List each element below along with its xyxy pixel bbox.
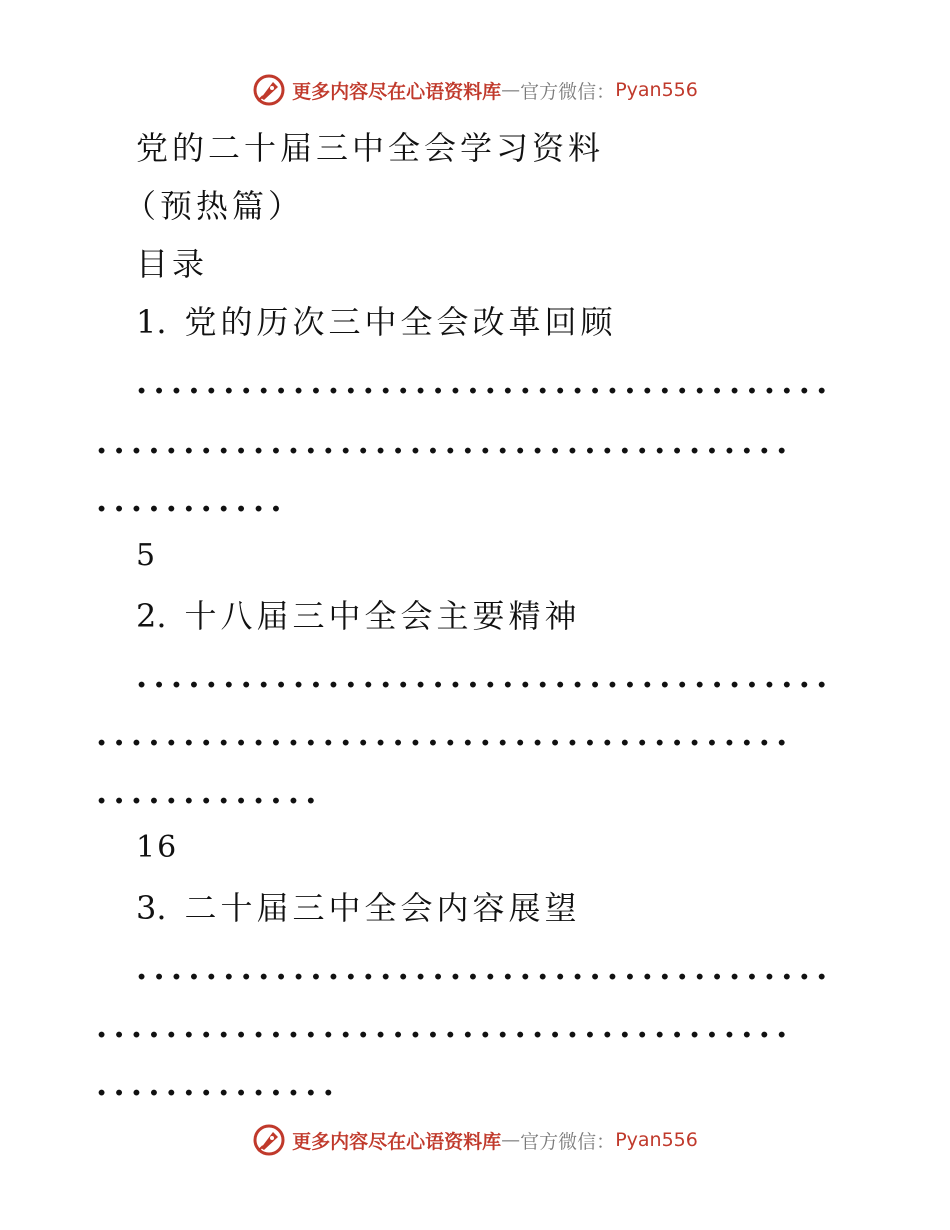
- document-subtitle: （预热篇）: [124, 187, 305, 225]
- toc-entry-number: 1.: [136, 303, 167, 341]
- toc-leader-dots: ........................................: [96, 1007, 794, 1045]
- toc-leader-dots: ..............: [96, 1065, 341, 1103]
- toc-entry-title: 十八届三中全会主要精神: [184, 597, 581, 635]
- toc-entry-title: 党的历次三中全会改革回顾: [184, 303, 617, 341]
- watermark-wechat-label: 官方微信：: [520, 80, 616, 103]
- watermark-separator: —: [501, 1129, 521, 1151]
- watermark-wechat-id: Pyan556: [615, 1129, 698, 1151]
- watermark-main-text: 更多内容尽在心语资料库: [292, 1130, 502, 1153]
- toc-entry-2-title-line: [136, 596, 581, 636]
- toc-leader-dots: ........................................: [96, 423, 794, 461]
- toc-entry-title: 二十届三中全会内容展望: [184, 889, 581, 927]
- pen-nib-logo-icon: [252, 1123, 286, 1157]
- toc-heading: 目录: [136, 245, 209, 283]
- pen-nib-logo-icon: [252, 73, 286, 107]
- header-watermark: [0, 70, 950, 110]
- toc-entry-number: 2.: [136, 597, 167, 635]
- toc-leader-dots: ........................................: [136, 657, 834, 695]
- document-title: 党的二十届三中全会学习资料: [136, 129, 605, 167]
- toc-entry-page-number: 16: [136, 830, 179, 865]
- watermark-main-text: 更多内容尽在心语资料库: [292, 80, 502, 103]
- toc-leader-dots: ...........: [96, 481, 288, 519]
- toc-entry-1-title-line: [136, 302, 617, 342]
- toc-leader-dots: .............: [96, 773, 323, 811]
- toc-entry-page-number: 5: [136, 538, 158, 573]
- toc-entry-number: 3.: [136, 889, 167, 927]
- toc-leader-dots: ........................................: [136, 949, 834, 987]
- toc-entry-3-title-line: [136, 888, 581, 928]
- watermark-wechat-label: 官方微信：: [520, 1130, 616, 1153]
- footer-watermark: [0, 1120, 950, 1160]
- watermark-wechat-id: Pyan556: [615, 79, 698, 101]
- toc-leader-dots: ........................................: [136, 363, 834, 401]
- toc-leader-dots: ........................................: [96, 715, 794, 753]
- watermark-separator: —: [501, 79, 521, 101]
